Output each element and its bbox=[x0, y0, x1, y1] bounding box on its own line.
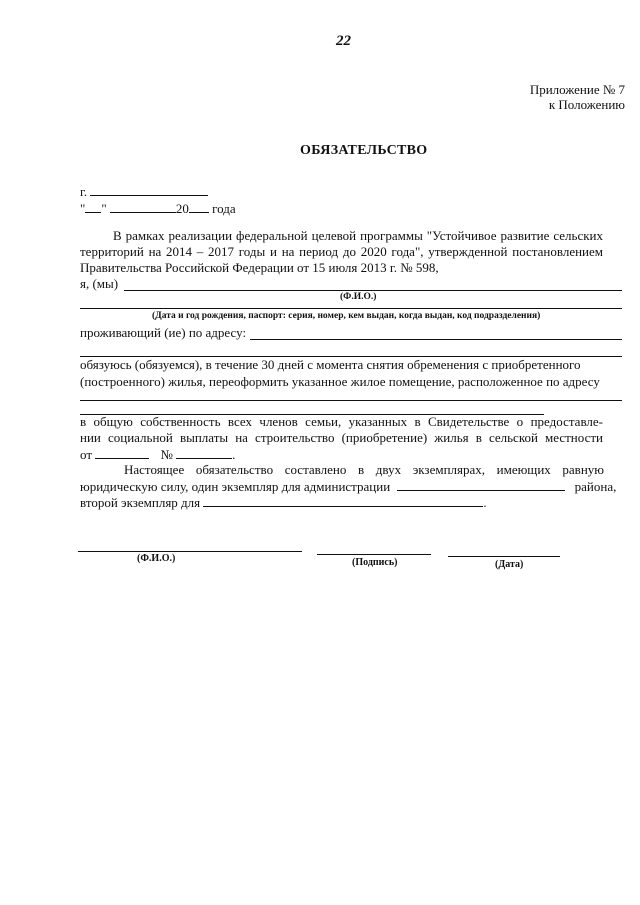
para3-line2-text: юридическую силу, один экземпляр для администрации bbox=[80, 479, 391, 494]
name-field-line bbox=[124, 290, 622, 291]
passport-caption: (Дата и год рождения, паспорт: серия, номер, кем выдан, когда выдан, код подразделения) bbox=[152, 311, 541, 321]
signature-line bbox=[317, 554, 431, 555]
from-label: от bbox=[80, 447, 93, 462]
year-suffix: года bbox=[212, 201, 236, 216]
passport-field-line bbox=[80, 308, 622, 309]
property-address-line bbox=[80, 400, 622, 401]
para1-line-3: Правительства Российской Федерации от 15 июля 2013 г. № 598, bbox=[80, 260, 439, 275]
city-blank bbox=[90, 183, 208, 196]
address-field-line bbox=[250, 339, 622, 340]
year-prefix: 20 bbox=[175, 201, 189, 216]
certificate-line bbox=[80, 446, 235, 463]
city-line bbox=[80, 183, 208, 200]
para3-line-1: Настоящее обязательство составлено в двух экземплярах, имеющих равную bbox=[124, 462, 604, 477]
appendix-line-2: к Положению bbox=[548, 97, 625, 112]
certificate-number-blank bbox=[176, 446, 232, 459]
para3-line-2 bbox=[80, 478, 616, 495]
page-number: 22 bbox=[336, 33, 351, 49]
we-label: я, (мы) bbox=[80, 276, 119, 291]
date-signature-line bbox=[448, 556, 560, 557]
second-copy-blank bbox=[203, 494, 483, 507]
obligation-line-1: обязуюсь (обязуемся), в течение 30 дней с момента снятия обременения с приобретенного bbox=[80, 357, 581, 372]
second-copy-text: второй экземпляр для bbox=[80, 495, 201, 510]
obligation-line-2: (построенного) жилья, переоформить указанное жилое помещение, расположенное по адресу bbox=[80, 374, 600, 389]
ownership-line-2: нии социальной выплаты на строительство (приобретение) жилья в сельской местности bbox=[80, 430, 603, 445]
month-blank bbox=[110, 200, 176, 213]
number-label: № bbox=[160, 447, 173, 462]
fio-signature-caption: (Ф.И.О.) bbox=[137, 553, 176, 564]
address-label: проживающий (ие) по адресу: bbox=[80, 325, 247, 340]
date-caption: (Дата) bbox=[495, 559, 524, 570]
quote-open: " bbox=[80, 201, 86, 216]
signature-caption: (Подпись) bbox=[352, 557, 398, 568]
city-prefix: г. bbox=[80, 184, 88, 199]
quote-close: " bbox=[101, 201, 107, 216]
date-line bbox=[80, 200, 236, 217]
day-blank bbox=[85, 200, 101, 213]
certificate-date-blank bbox=[95, 446, 149, 459]
district-word: района, bbox=[574, 479, 617, 494]
ownership-line-1: в общую собственность всех членов семьи, указанных в Свидетельстве о предоставле- bbox=[80, 414, 603, 429]
fio-signature-line bbox=[78, 551, 302, 552]
administration-blank bbox=[397, 478, 565, 491]
appendix-line-1: Приложение № 7 bbox=[529, 82, 625, 97]
document-title: ОБЯЗАТЕЛЬСТВО bbox=[300, 143, 428, 158]
fio-caption: (Ф.И.О.) bbox=[340, 292, 377, 302]
para1-line-2: территорий на 2014 – 2017 годы и на период до 2020 года", утвержденной постановлением bbox=[80, 244, 603, 259]
para3-line-3 bbox=[80, 494, 487, 511]
period: . bbox=[232, 447, 236, 462]
para3-end: . bbox=[483, 495, 487, 510]
year-blank bbox=[189, 200, 209, 213]
para1-line-1: В рамках реализации федеральной целевой программы "Устойчивое развитие сельских bbox=[113, 228, 603, 243]
